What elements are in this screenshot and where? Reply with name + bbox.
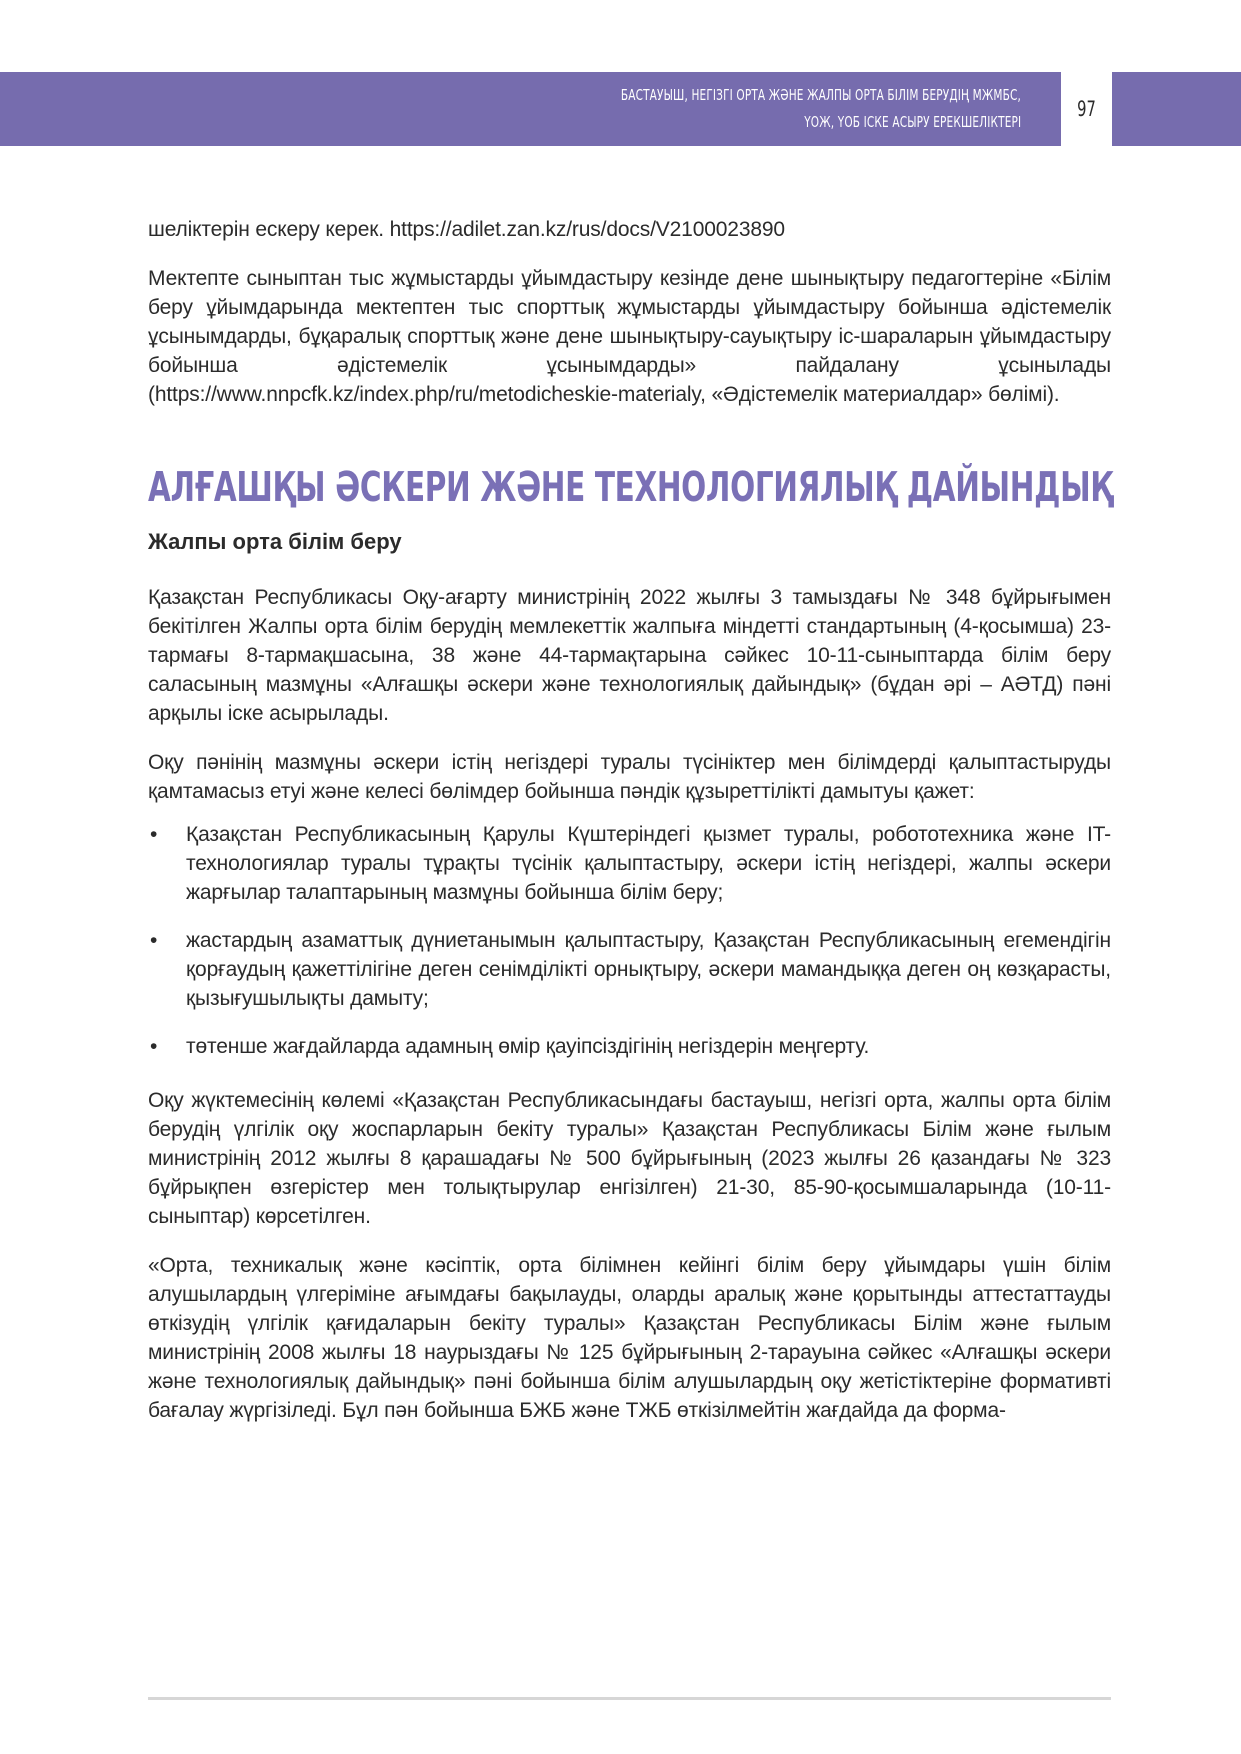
intro-paragraph: Мектепте сыныптан тыс жұмыстарды ұйымдастыру кезінде дене шынықтыру педагогтеріне «Білім беру ұйымдарында мектептен тыс спорттық жұмыстарды ұйымдастыру бойынша әдістемелік ұсынымдарды, бұқаралық спорттық және дене шынықтыру-сауықтыру іс-шараларын ұйымдастыру бойынша әдістемелік ұсынымдарды» пайдалану ұсынылады (https://www.nnpcfk.kz/index.php/ru/metodicheskie-materialy, «Әдістемелік материалдар» бөлімі).	[148, 267, 1111, 406]
bullet-list	[148, 820, 1111, 1061]
paragraph-workload: Оқу жүктемесінің көлемі «Қазақстан Республикасындағы бастауыш, негізгі орта, жалпы орта білім берудің үлгілік оқу жоспарларын бекіту туралы» Қазақстан Республикасы Білім және ғылым министрінің 2012 жылғы 8 қарашадағы № 500 бұйрығының (2023 жылғы 26 қазандағы № 323 бұйрықпен өзгерістер мен толықтырулар енгізілген) 21-30, 85-90-қосымшаларында (10-11-сыныптар) көрсетілген.	[148, 1089, 1111, 1228]
spacer	[148, 1231, 1111, 1251]
header-accent-block	[1112, 72, 1241, 146]
bullet-icon: •	[150, 823, 158, 846]
subsection-title: Жалпы орта білім беру	[148, 529, 402, 554]
footer-divider	[148, 1697, 1111, 1700]
bullet-icon: •	[150, 1035, 158, 1058]
running-title-line-1: БАСТАУЫШ, НЕГІЗГІ ОРТА ЖӘНЕ ЖАЛПЫ ОРТА БІЛІМ БЕРУДІҢ МЖМБС,	[620, 86, 1021, 104]
paragraph-standard: Қазақстан Республикасы Оқу-ағарту министрінің 2022 жылғы 3 тамыздағы № 348 бұйрығымен бекітілген Жалпы орта білім берудің мемлекеттік жалпыға міндетті стандартының (4-қосымша) 23-тармағы 8-тармақшасына, 38 және 44-тармақтарына сәйкес 10-11-сыныптарда білім беру саласының мазмұны «Алғашқы әскери және технологиялық дайындық» (бұдан әрі – АӘТД) пәні арқылы іске асырылады.	[148, 586, 1111, 725]
page-content	[148, 215, 1111, 1425]
spacer	[148, 806, 1111, 820]
spacer	[148, 557, 1111, 583]
list-item-text: Қазақстан Республикасының Қарулы Күштеріндегі қызмет туралы, робототехника және IT-технологиялар туралы тұрақты түсінік қалыптастыру, әскери істің негіздері, жалпы әскери жарғылар талаптарының мазмұны бойынша білім беру;	[186, 823, 1111, 904]
list-item-text: жастардың азаматтық дүниетанымын қалыптастыру, Қазақстан Республикасының егемендігін қорғаудың қажеттілігіне деген сенімділікті орнықтыру, әскери мамандыққа деген оң көзқарасты, қызығушылықты дамыту;	[186, 929, 1111, 1010]
paragraph-assessment: «Орта, техникалық және кәсіптік, орта білімнен кейінгі білім беру ұйымдары үшін білім алушылардың үлгеріміне ағымдағы бақылауды, оларды аралық және қорытынды аттестаттауды өткізудің үлгілік қағидаларын бекіту туралы» Қазақстан Республикасы Білім және ғылым министрінің 2008 жылғы 18 наурыздағы № 125 бұйрығының 2-тарауына сәйкес «Алғашқы әскери және технологиялық дайындық» пәні бойынша білім алушылардың оқу жетістіктеріне формативті бағалау жүргізіледі. Бұл пән бойынша БЖБ және ТЖБ өткізілмейтін жағдайда да форма-	[148, 1254, 1111, 1422]
paragraph-content: Оқу пәнінің мазмұны әскери істің негіздері туралы түсініктер мен білімдерді қалыптастыруды қамтамасыз етуі және келесі бөлімдер бойынша пәндік құзыреттілікті дамытуы қажет:	[148, 751, 1111, 803]
list-item	[148, 1032, 1111, 1061]
list-item	[148, 926, 1111, 1013]
running-title-line-2: ҮОЖ, ҮОБ ІСКЕ АСЫРУ ЕРЕКШЕЛІКТЕРІ	[803, 113, 1021, 131]
section-title: АЛҒАШҚЫ ӘСКЕРИ ЖӘНЕ ТЕХНОЛОГИЯЛЫҚ ДАЙЫНДЫҚ	[148, 463, 1113, 511]
intro-continuation: шеліктерін ескеру керек. https://adilet.zan.kz/rus/docs/V2100023890	[148, 218, 785, 241]
spacer	[148, 728, 1111, 748]
bullet-icon: •	[150, 929, 158, 952]
running-header-bar	[0, 72, 1061, 146]
list-item	[148, 820, 1111, 907]
list-item-text: төтенше жағдайларда адамның өмір қауіпсіздігінің негіздерін меңгерту.	[186, 1035, 870, 1058]
spacer	[148, 513, 1111, 527]
spacer	[148, 409, 1111, 461]
spacer	[148, 244, 1111, 264]
page-number: 97	[1077, 97, 1096, 121]
